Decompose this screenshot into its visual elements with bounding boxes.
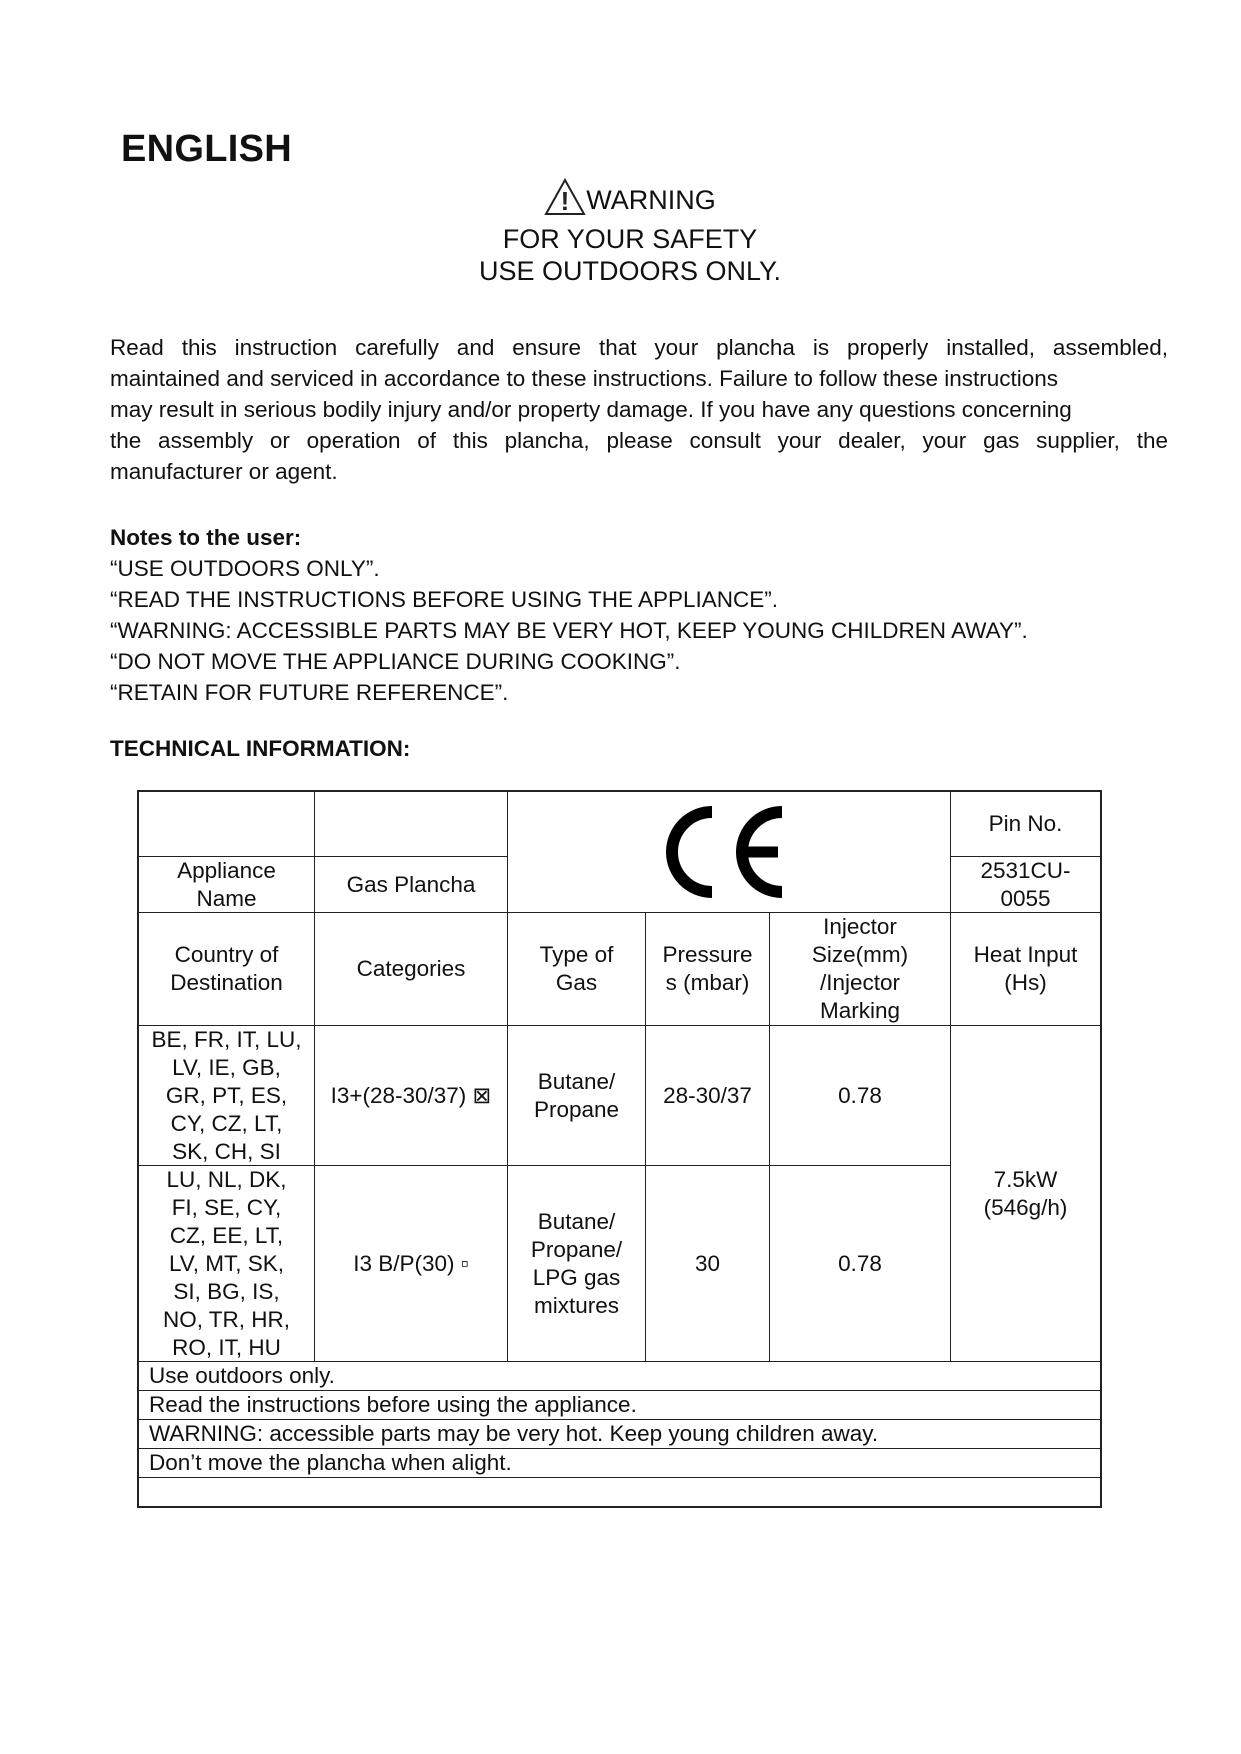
row1-injector: 0.78 (838, 1082, 882, 1108)
footer-row: WARNING: accessible parts may be very hot. Keep young children away. (149, 1421, 879, 1446)
intro-line: the assembly or operation of this plancha, please consult your dealer, your gas supplier, the (110, 428, 1168, 453)
footer-row: Read the instructions before using the appliance. (149, 1392, 637, 1417)
header-pressure: Pressure s (mbar) (662, 942, 753, 995)
warning-line-2: FOR YOUR SAFETY (502, 224, 758, 254)
ce-mark-logo (664, 804, 794, 900)
heat-input-value: 7.5kW (546g/h) (983, 1166, 1068, 1220)
row2-pressure: 30 (694, 1250, 721, 1276)
header-heat-input: Heat Input (Hs) (973, 942, 1078, 995)
note-item: “WARNING: ACCESSIBLE PARTS MAY BE VERY HOT, KEEP YOUNG CHILDREN AWAY”. (110, 618, 1028, 643)
intro-line: Read this instruction carefully and ensure that your plancha is properly installed, assembled, (110, 335, 1168, 360)
intro-line: manufacturer or agent. (110, 459, 338, 484)
notes-heading: Notes to the user: (110, 525, 302, 550)
row2-injector: 0.78 (838, 1250, 882, 1276)
warning-line-3: USE OUTDOORS ONLY. (478, 256, 782, 286)
row2-category: I3 B/P(30) ▫ (353, 1250, 469, 1276)
footer-row: Don’t move the plancha when alight. (149, 1450, 512, 1475)
row1-gas: Butane/ Propane (533, 1068, 620, 1122)
row1-countries: BE, FR, IT, LU, LV, IE, GB, GR, PT, ES, CY, CZ, LT, SK, CH, SI (151, 1026, 302, 1164)
header-gas-type: Type of Gas (539, 942, 614, 995)
header-injector: Injector Size(mm) /Injector Marking (811, 914, 909, 1023)
header-categories: Categories (356, 956, 466, 981)
footer-row: Use outdoors only. (149, 1363, 335, 1388)
header-country: Country of Destination (170, 942, 283, 995)
note-item: “DO NOT MOVE THE APPLIANCE DURING COOKING”. (110, 649, 681, 674)
intro-line: maintained and serviced in accordance to these instructions. Failure to follow these instructions (110, 366, 1058, 391)
note-item: “RETAIN FOR FUTURE REFERENCE”. (110, 680, 509, 705)
ce-mark (508, 792, 950, 912)
note-item: “READ THE INSTRUCTIONS BEFORE USING THE APPLIANCE”. (110, 587, 779, 612)
row2-countries: LU, NL, DK, FI, SE, CY, CZ, EE, LT, LV, MT, SK, SI, BG, IS, NO, TR, HR, RO, IT, HU (162, 1166, 291, 1360)
svg-text:!: ! (560, 186, 570, 216)
warning-title: WARNING (586, 185, 716, 215)
technical-heading: TECHNICAL INFORMATION: (110, 736, 411, 761)
appliance-name-label: Appliance Name (177, 857, 276, 911)
intro-line: may result in serious bodily injury and/or property damage. If you have any questions concerning (110, 397, 1072, 422)
note-item: “USE OUTDOORS ONLY”. (110, 556, 380, 581)
row1-pressure: 28-30/37 (663, 1082, 752, 1108)
pin-value: 2531CU- 0055 (980, 857, 1071, 911)
language-heading: ENGLISH (121, 128, 293, 170)
row1-category: I3+(28-30/37) ⊠ (330, 1082, 492, 1108)
pin-label: Pin No. (988, 811, 1063, 836)
row2-gas: Butane/ Propane/ LPG gas mixtures (530, 1208, 623, 1318)
appliance-name-value: Gas Plancha (346, 871, 476, 897)
